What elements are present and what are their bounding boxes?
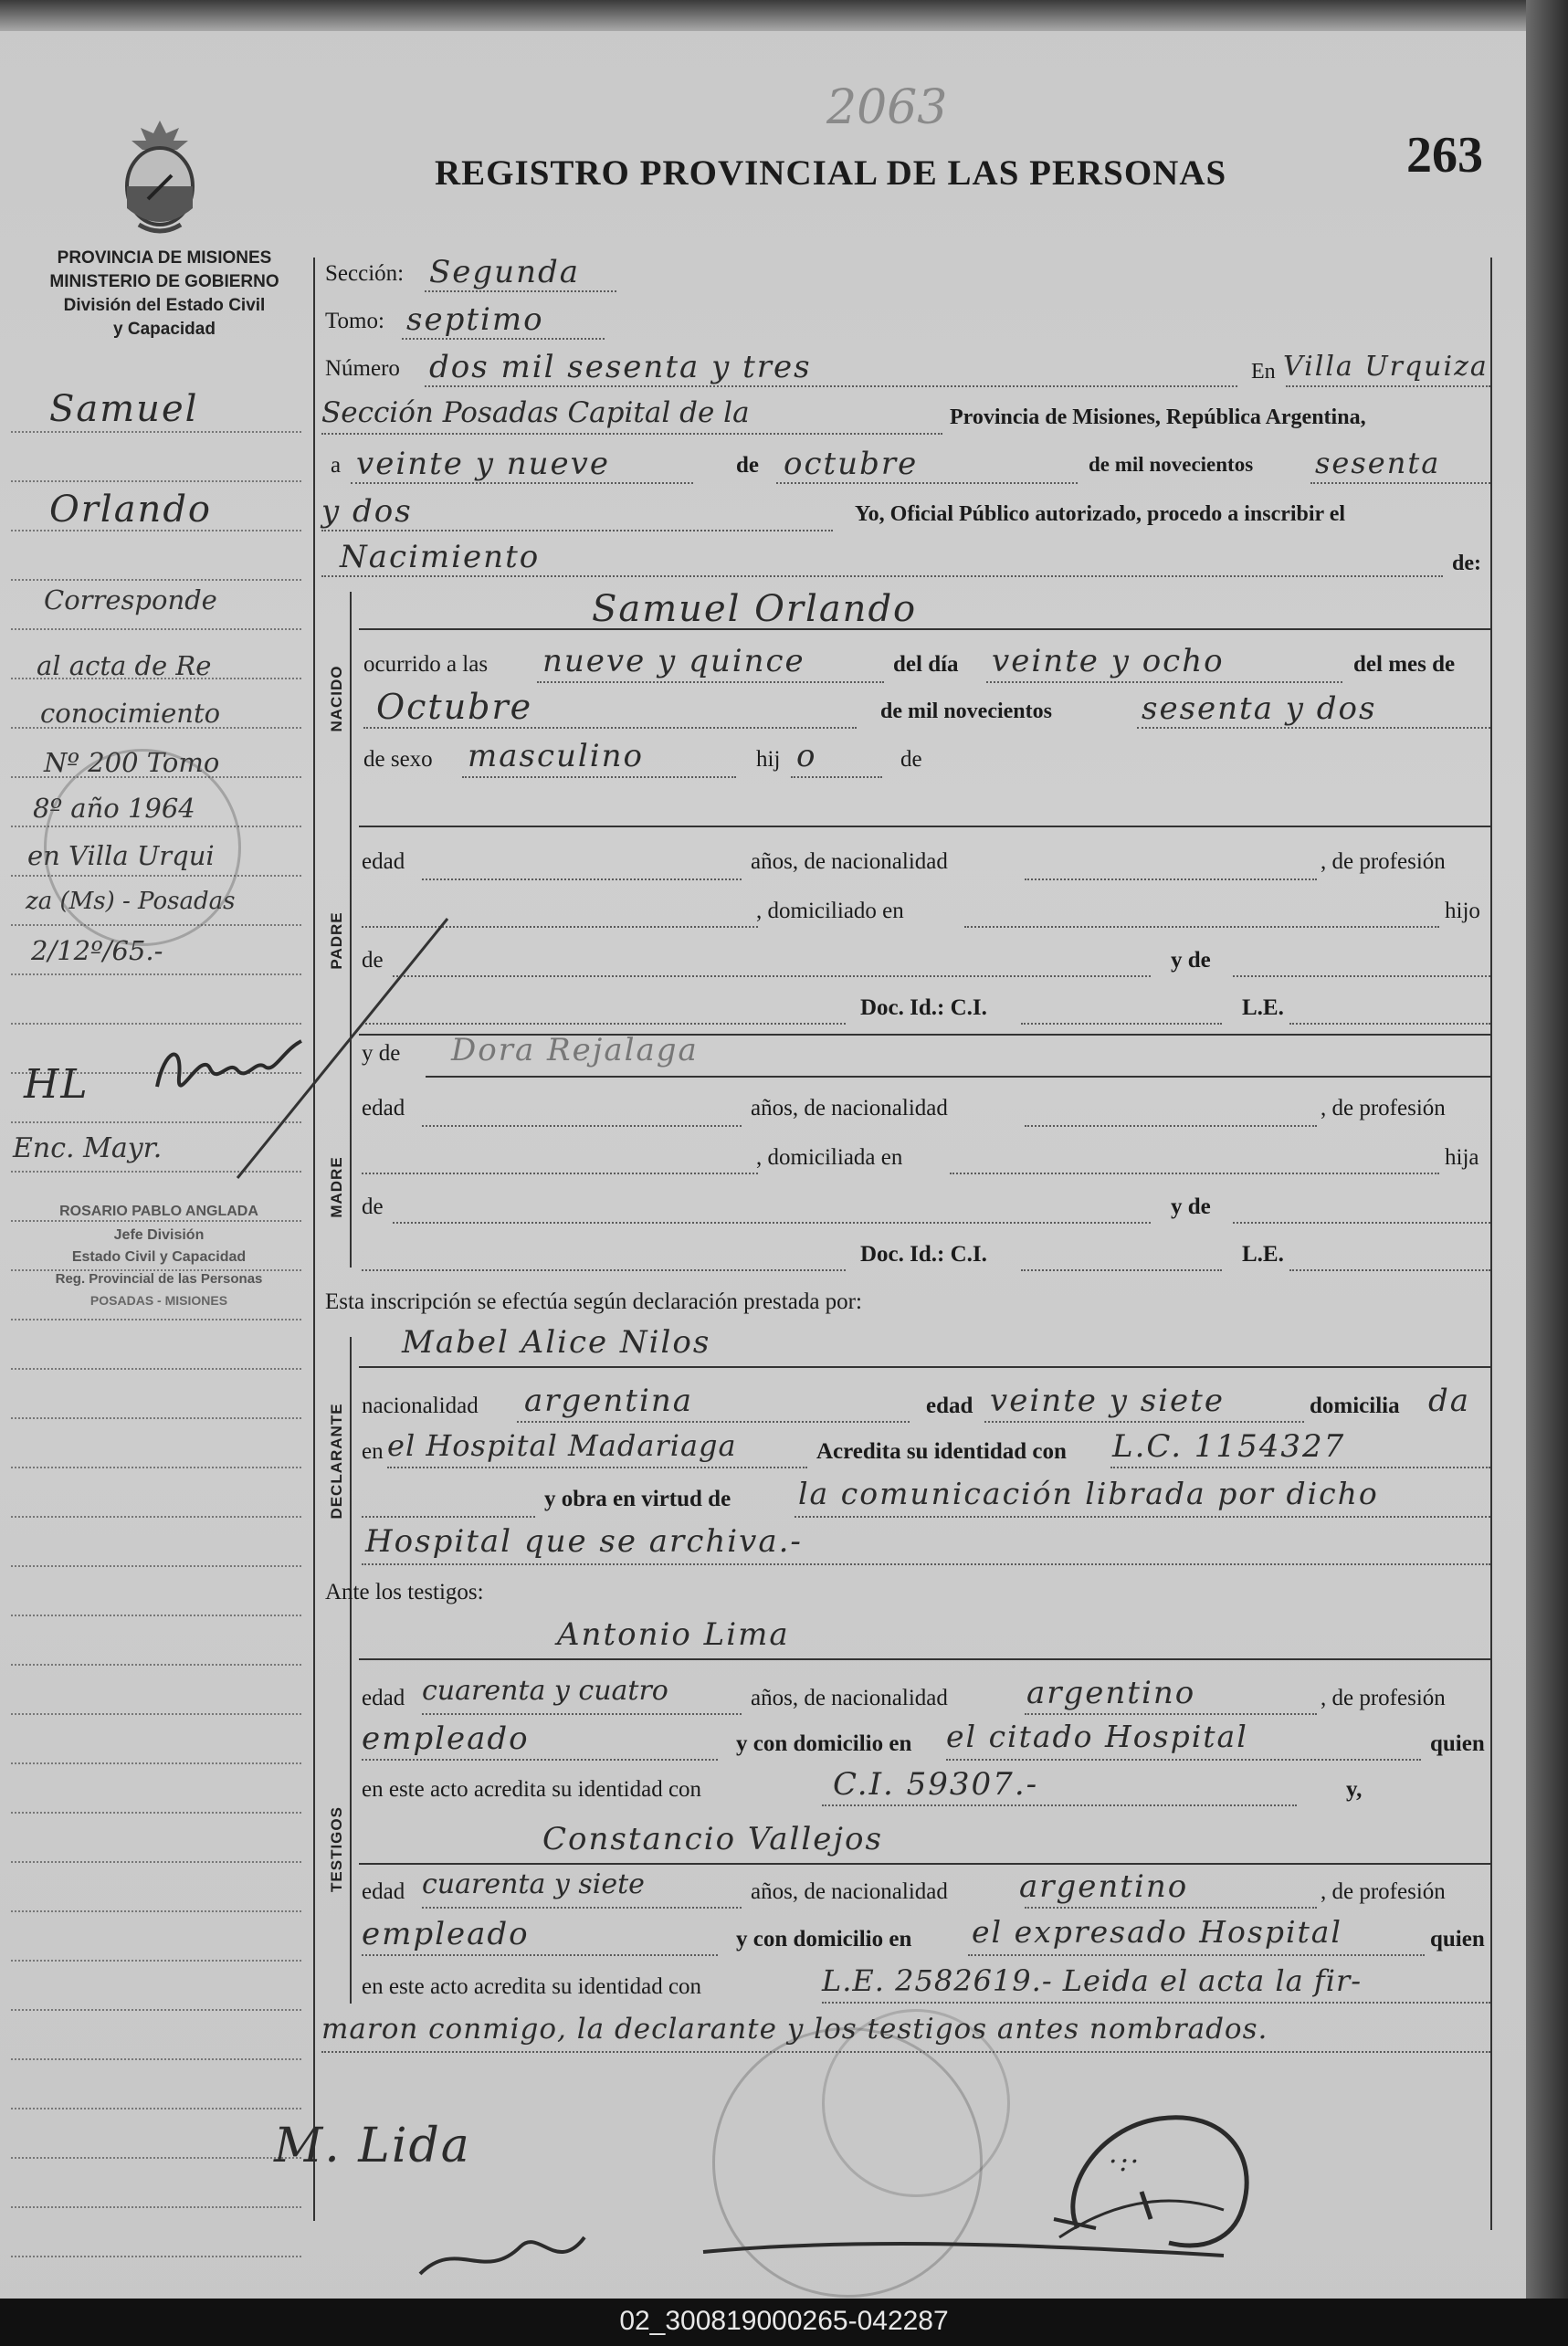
testigo1-edad-label: edad — [362, 1686, 405, 1710]
mil-nov-label: de mil novecientos — [1089, 453, 1254, 476]
nacido-bottom-rule — [359, 826, 1490, 827]
padre-nac-label: años, de nacionalidad — [751, 849, 948, 874]
nacido-name-line — [359, 628, 1490, 630]
margin-name-orlando: Orlando — [49, 489, 213, 531]
madre-edad-label: edad — [362, 1096, 405, 1120]
margin-note-line8: 2/12º/65.- — [31, 935, 163, 966]
hora-field-line — [537, 681, 884, 683]
declarante-domicilio-line — [387, 1467, 807, 1468]
margin-note-line7: za (Ms) - Posadas — [26, 888, 236, 915]
testigo2-domicilio: el expresado Hospital — [972, 1914, 1342, 1950]
madre-y-de-line — [1233, 1222, 1490, 1224]
del-dia-label: del día — [893, 652, 959, 677]
padre-domicilio-label: , domiciliado en — [756, 899, 904, 923]
tomo-field-line — [402, 338, 605, 340]
sexo-label: de sexo — [363, 747, 433, 772]
testigo2-acredita-label: en este acto acredita su identidad con — [362, 1974, 702, 1999]
provincia-text: Provincia de Misiones, República Argentina, — [950, 405, 1366, 429]
testigo2-name-line — [359, 1863, 1490, 1865]
margin-note-line4: Nº 200 Tomo — [44, 747, 220, 778]
declarante-virtud-line1 — [795, 1516, 1490, 1518]
declarante-en-label: en — [362, 1439, 384, 1464]
testigo1-doc: C.I. 59307.- — [833, 1766, 1039, 1803]
main-right-rule — [1490, 258, 1492, 2230]
madre-profesion-line — [362, 1173, 758, 1174]
madre-hija-label: hija — [1445, 1145, 1479, 1170]
en-value: Villa Urquiza — [1283, 351, 1489, 383]
declarante-domicilia-suffix: da — [1428, 1383, 1471, 1419]
testigo1-nac-label: años, de nacionalidad — [751, 1686, 948, 1710]
padre-le-line — [1289, 1023, 1490, 1025]
book-binding-edge — [1526, 0, 1568, 2346]
testigo2-nacionalidad: argentino — [1019, 1868, 1189, 1905]
padre-hijo-label: hijo — [1445, 899, 1480, 923]
del-mes-label: del mes de — [1353, 652, 1456, 677]
testigo1-acredita-label: en este acto acredita su identidad con — [362, 1777, 702, 1802]
testigo2-edad: cuarenta y siete — [422, 1868, 645, 1900]
page-title: REGISTRO PROVINCIAL DE LAS PERSONAS — [435, 153, 1227, 193]
authority-province: PROVINCIA DE MISIONES — [57, 248, 272, 268]
archive-number: 2063 — [826, 80, 948, 135]
testigo1-profesion: empleado — [362, 1720, 530, 1757]
numero-label: Número — [325, 356, 400, 381]
nacido-mes-field-line — [363, 727, 857, 729]
anio2-field-line — [321, 530, 833, 531]
page-number: 263 — [1406, 127, 1483, 184]
madre-doc-lead-line — [362, 1269, 846, 1271]
numero-value: dos mil sesenta y tres — [429, 349, 812, 385]
declarante-virtud-lead-line — [362, 1516, 535, 1518]
testigo2-nac-label: años, de nacionalidad — [751, 1879, 948, 1904]
testigo1-quien-label: quien — [1430, 1731, 1485, 1756]
testigo2-profesion-label: , de profesión — [1321, 1879, 1446, 1904]
declaracion-intro: Esta inscripción se efectúa según declaración prestada por: — [325, 1289, 862, 1314]
ocurrido-label: ocurrido a las — [363, 652, 489, 677]
en-field-line — [1286, 385, 1490, 387]
madre-domicilio-line — [950, 1173, 1439, 1174]
nacido-de-label: de — [900, 747, 922, 772]
padre-profesion-label: , de profesión — [1321, 849, 1446, 874]
official-signature — [1041, 2091, 1279, 2265]
padre-nac-line — [1025, 878, 1317, 880]
stamp-line1: ROSARIO PABLO ANGLADA — [59, 1204, 258, 1219]
madre-le-label: L.E. — [1242, 1242, 1284, 1267]
scan-footer — [0, 2299, 1568, 2346]
dia-value: veinte y nueve — [356, 446, 610, 482]
nacido-name: Samuel Orlando — [592, 588, 918, 630]
testigo1-domicilio: el citado Hospital — [946, 1719, 1248, 1754]
testigo2-doc: L.E. 2582619.- Leida el acta la fir- — [822, 1963, 1363, 1998]
declarante-name-line — [359, 1366, 1490, 1368]
padre-domicilio-line — [964, 926, 1439, 928]
margin-note-line3: conocimiento — [40, 698, 221, 729]
testigo1-profesion-line — [362, 1759, 718, 1761]
testigo1-edad: cuarenta y cuatro — [422, 1675, 668, 1707]
dia-field-line — [351, 482, 693, 484]
declarante-acredita-label: Acredita su identidad con — [816, 1439, 1067, 1464]
testigo2-quien-label: quien — [1430, 1927, 1485, 1951]
scan-id: 02_300819000265-042287 — [619, 2306, 949, 2336]
coat-of-arms-icon — [111, 117, 208, 236]
margin-note-line2: al acta de Re — [37, 650, 212, 681]
testigo1-domicilio-line — [946, 1759, 1421, 1761]
declarante-name: Mabel Alice Nilos — [402, 1324, 711, 1361]
padre-edad-label: edad — [362, 849, 405, 874]
madre-doc-label: Doc. Id.: C.I. — [860, 1242, 987, 1267]
testigo1-nac-line — [1025, 1713, 1317, 1715]
declarante-documento-line — [1110, 1467, 1490, 1468]
declarante-domicilio: el Hospital Madariaga — [387, 1428, 737, 1463]
signature-2: ·:· — [1109, 2146, 1142, 2178]
hij-suffix: o — [796, 738, 817, 774]
authority-ministry: MINISTERIO DE GOBIERNO — [49, 272, 279, 291]
tomo-label: Tomo: — [325, 309, 384, 333]
padre-le-label: L.E. — [1242, 995, 1284, 1020]
declarante-nacionalidad: argentina — [524, 1383, 694, 1419]
madre-de-line — [393, 1222, 1151, 1224]
nacido-mes-value: Octubre — [376, 687, 533, 727]
testigos-section-label: TESTIGOS — [328, 1806, 345, 1892]
testigo1-name-line — [359, 1658, 1490, 1660]
madre-edad-line — [422, 1125, 742, 1127]
signature-1: M. Lida — [274, 2119, 471, 2173]
testigo1-name: Antonio Lima — [557, 1616, 790, 1653]
testigo1-y-label: y, — [1346, 1777, 1363, 1802]
anio-field-line — [1310, 482, 1490, 484]
padre-edad-line — [422, 878, 742, 880]
declarante-nac-line — [517, 1421, 910, 1423]
declarante-virtud-2: Hospital que se archiva.- — [365, 1523, 803, 1560]
madre-name: Dora Rejalaga — [451, 1032, 699, 1068]
margin-initials: HL — [24, 1061, 89, 1108]
nacido-dia-field-line — [986, 681, 1342, 683]
declarante-virtud-label: y obra en virtud de — [544, 1487, 731, 1511]
padre-doc-label: Doc. Id.: C.I. — [860, 995, 987, 1020]
madre-section-label: MADRE — [328, 1156, 345, 1218]
de-colon-label: de: — [1452, 552, 1481, 575]
nacido-mil-nov-label: de mil novecientos — [880, 700, 1052, 723]
madre-domicilio-label: , domiciliada en — [756, 1145, 903, 1170]
testigo1-doc-line — [822, 1804, 1297, 1806]
testigo1-domicilio-label: y con domicilio en — [736, 1731, 912, 1756]
madre-y-de-label: y de — [362, 1041, 401, 1066]
declarante-edad-line — [984, 1421, 1304, 1423]
declarante-nac-label: nacionalidad — [362, 1394, 479, 1418]
tomo-value: septimo — [406, 301, 544, 338]
declarante-virtud-line2 — [362, 1563, 1490, 1565]
testigos-intro: Ante los testigos: — [325, 1580, 484, 1604]
testigo2-domicilio-line — [968, 1954, 1425, 1956]
nacido-section-label: NACIDO — [328, 665, 345, 732]
declarante-domicilia-label: domicilia — [1310, 1394, 1400, 1418]
madre-ci-line — [1021, 1269, 1222, 1271]
padre-de-line — [393, 975, 1151, 977]
testigo2-edad-line — [422, 1907, 742, 1909]
nacido-anio-field-line — [1137, 727, 1490, 729]
margin-enc: Enc. Mayr. — [13, 1132, 163, 1164]
testigo2-doc-line — [822, 2002, 1490, 2004]
numero-field-line — [425, 385, 1237, 387]
stamp-line2: Jefe División — [113, 1227, 205, 1243]
declarante-edad-label: edad — [926, 1394, 973, 1418]
testigo2-profesion-line — [362, 1954, 718, 1956]
nacido-dia-value: veinte y ocho — [992, 643, 1225, 679]
padre-y-de-label: y de — [1171, 948, 1211, 973]
declarante-virtud-1: la comunicación librada por dicho — [798, 1476, 1379, 1511]
testigo1-profesion-label: , de profesión — [1321, 1686, 1446, 1710]
seccion2-value: Sección Posadas Capital de la — [321, 396, 750, 429]
testigo1-edad-line — [422, 1713, 742, 1715]
padre-ci-line — [1021, 1023, 1222, 1025]
madre-nac-label: años, de nacionalidad — [751, 1096, 948, 1120]
madre-y-de-2-label: y de — [1171, 1194, 1211, 1219]
round-stamp-faint — [44, 749, 241, 946]
yo-text: Yo, Oficial Público autorizado, procedo a inscribir el — [855, 502, 1346, 526]
section-rule-lower — [350, 1337, 352, 2004]
anio-value-1: sesenta — [1315, 446, 1441, 480]
authority-division: División del Estado Civil — [63, 296, 266, 315]
sexo-field-line — [462, 776, 736, 778]
hij-field-line — [791, 776, 882, 778]
mes-value: octubre — [784, 446, 919, 482]
margin-note-line6: en Villa Urqui — [27, 840, 215, 871]
page-top-edge — [0, 0, 1568, 31]
en-label: En — [1251, 360, 1276, 384]
a-label: a — [331, 453, 342, 478]
testigo1-nacionalidad: argentino — [1026, 1675, 1196, 1711]
madre-nac-line — [1025, 1125, 1317, 1127]
acto-field-line — [321, 575, 1443, 577]
stamp-line4: Reg. Provincial de las Personas — [55, 1271, 263, 1287]
nacido-anio-value: sesenta y dos — [1142, 690, 1377, 727]
testigo2-edad-label: edad — [362, 1879, 405, 1904]
madre-le-line — [1289, 1269, 1490, 1271]
de-label: de — [736, 453, 759, 478]
declarante-documento: L.C. 1154327 — [1112, 1428, 1346, 1465]
anio-value-2: y dos — [321, 493, 413, 530]
seccion-value: Segunda — [429, 254, 581, 290]
acto-value: Nacimiento — [340, 539, 541, 575]
padre-de-label: de — [362, 948, 384, 973]
mes-field-line — [776, 482, 1078, 484]
testigo2-nac-line — [1025, 1907, 1317, 1909]
seccion-label: Sección: — [325, 261, 405, 286]
padre-y-de-line — [1233, 975, 1490, 977]
testigo2-profesion: empleado — [362, 1916, 530, 1952]
stamp-line3: Estado Civil y Capacidad — [71, 1249, 247, 1265]
sexo-value: masculino — [468, 738, 645, 774]
official-stamp-right — [822, 2009, 1010, 2197]
authority-capacity: y Capacidad — [113, 320, 216, 339]
margin-note-line5: 8º año 1964 — [33, 793, 195, 824]
madre-profesion-label: , de profesión — [1321, 1096, 1446, 1120]
margin-note-line1: Corresponde — [44, 584, 217, 615]
seccion-field-line — [425, 290, 616, 292]
hij-label: hij — [756, 747, 781, 772]
padre-section-label: PADRE — [328, 911, 345, 970]
testigo2-domicilio-label: y con domicilio en — [736, 1927, 912, 1951]
madre-name-line — [426, 1076, 1490, 1078]
seccion2-line — [321, 433, 942, 435]
declarante-edad: veinte y siete — [990, 1383, 1225, 1419]
madre-de-label: de — [362, 1194, 384, 1219]
hora-value: nueve y quince — [542, 643, 805, 679]
declarante-section-label: DECLARANTE — [328, 1403, 345, 1520]
margin-name-samuel: Samuel — [49, 388, 199, 430]
closing-text: maron conmigo, la declarante y los testigos antes nombrados. — [321, 2013, 1268, 2046]
testigo2-name: Constancio Vallejos — [542, 1821, 883, 1857]
main-left-rule — [313, 258, 315, 2221]
stamp-line5: POSADAS - MISIONES — [89, 1293, 228, 1308]
